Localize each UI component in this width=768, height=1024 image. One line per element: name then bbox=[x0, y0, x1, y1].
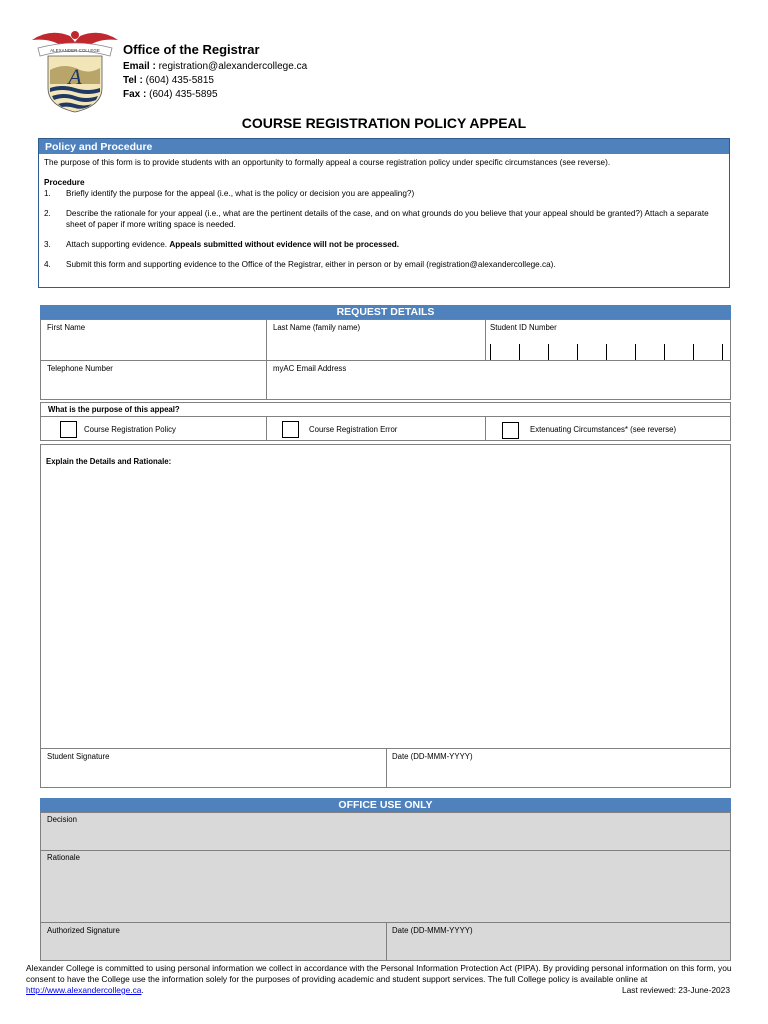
fax-label: Fax : bbox=[123, 89, 147, 100]
privacy-text: Alexander College is committed to using personal information we collect in accordance with the Personal Information Protection Act (PIPA). By providing personal information on this form, you consent to have the College use the information solely for the purposes of providing academic and student support services. The full College policy is available online at bbox=[26, 963, 732, 984]
privacy-footer bbox=[26, 963, 742, 996]
step-number: 1. bbox=[44, 189, 51, 198]
explanation-area[interactable] bbox=[40, 444, 731, 788]
procedure-title: Procedure bbox=[44, 178, 85, 187]
letterhead bbox=[30, 26, 730, 116]
document-title: COURSE REGISTRATION POLICY APPEAL bbox=[241, 115, 527, 131]
tel-value: (604) 435-5815 bbox=[145, 75, 214, 86]
purpose-question: What is the purpose of this appeal? bbox=[48, 405, 180, 414]
last-name-field[interactable]: Last Name (family name) bbox=[273, 323, 361, 332]
step-text: Submit this form and supporting evidence to the Office of the Registrar, either in person or by email (registration@alexandercollege.ca). bbox=[66, 260, 556, 269]
authorized-signature-field[interactable]: Authorized Signature bbox=[47, 926, 120, 935]
logo-banner-text: ALEXANDER COLLEGE bbox=[50, 48, 100, 53]
procedure-step bbox=[44, 259, 724, 270]
first-name-field[interactable]: First Name bbox=[47, 323, 86, 332]
procedure-step bbox=[44, 239, 724, 250]
policy-intro: The purpose of this form is to provide students with an opportunity to formally appeal a course registration policy under specific circumstances (see reverse). bbox=[44, 158, 611, 167]
policy-body bbox=[39, 154, 729, 282]
id-digit-divider bbox=[606, 344, 607, 360]
id-digit-divider bbox=[548, 344, 549, 360]
extenuating-circumstances-label: Extenuating Circumstances* (see reverse) bbox=[530, 425, 677, 434]
step-number: 4. bbox=[44, 260, 51, 269]
email-value: registration@alexandercollege.ca bbox=[158, 61, 308, 72]
email-line bbox=[123, 60, 307, 74]
college-crest-icon bbox=[30, 26, 120, 114]
course-registration-error-checkbox[interactable] bbox=[282, 421, 299, 438]
row-divider bbox=[40, 360, 731, 361]
id-digit-divider bbox=[664, 344, 665, 360]
decision-field[interactable]: Decision bbox=[47, 815, 77, 824]
id-digit-divider bbox=[490, 344, 491, 360]
explain-label: Explain the Details and Rationale: bbox=[46, 457, 172, 466]
step-text-wrap bbox=[66, 239, 399, 250]
step-number: 2. bbox=[44, 209, 51, 218]
office-date-field[interactable]: Date (DD-MMM-YYYY) bbox=[392, 926, 473, 935]
id-digit-divider bbox=[722, 344, 723, 360]
email-field[interactable]: myAC Email Address bbox=[273, 364, 347, 373]
step-text: Describe the rationale for your appeal (i.e., what are the pertinent details of the case, and on what grounds do you believe that your appeal should be granted?) Attach a separate sheet of paper if more writing space is needed. bbox=[66, 209, 709, 229]
office-use-heading: OFFICE USE ONLY bbox=[40, 798, 731, 812]
college-website-link[interactable]: http://www.alexandercollege.ca bbox=[26, 985, 142, 995]
policy-heading: Policy and Procedure bbox=[39, 139, 729, 154]
column-divider bbox=[266, 416, 267, 441]
logo-letter: A bbox=[68, 64, 82, 89]
student-id-field[interactable]: Student ID Number bbox=[490, 323, 557, 332]
step-text: Attach supporting evidence. bbox=[66, 240, 170, 249]
request-details-heading: REQUEST DETAILS bbox=[40, 305, 731, 319]
student-date-field[interactable]: Date (DD-MMM-YYYY) bbox=[392, 752, 473, 761]
column-divider bbox=[386, 922, 387, 961]
course-registration-policy-label: Course Registration Policy bbox=[84, 425, 176, 434]
privacy-text-end: . bbox=[141, 985, 144, 995]
row-divider bbox=[40, 850, 731, 851]
id-digit-divider bbox=[635, 344, 636, 360]
id-digit-divider bbox=[693, 344, 694, 360]
office-title: Office of the Registrar bbox=[123, 42, 260, 57]
column-divider bbox=[386, 748, 387, 788]
column-divider bbox=[485, 319, 486, 360]
tel-line bbox=[123, 74, 307, 88]
procedure-step bbox=[44, 188, 724, 199]
step-text: Briefly identify the purpose for the appeal (i.e., what is the policy or decision you are appealing?) bbox=[66, 189, 415, 198]
extenuating-circumstances-checkbox[interactable] bbox=[502, 422, 519, 439]
office-contact-block bbox=[123, 42, 307, 102]
policy-section bbox=[38, 138, 730, 288]
course-registration-policy-checkbox[interactable] bbox=[60, 421, 77, 438]
fax-line bbox=[123, 88, 307, 102]
column-divider bbox=[485, 416, 486, 441]
procedure-step bbox=[44, 208, 724, 230]
step-number: 3. bbox=[44, 240, 51, 249]
fax-value: (604) 435-5895 bbox=[149, 89, 218, 100]
telephone-field[interactable]: Telephone Number bbox=[47, 364, 113, 373]
email-label: Email : bbox=[123, 61, 156, 72]
student-signature-field[interactable]: Student Signature bbox=[47, 752, 110, 761]
id-digit-divider bbox=[577, 344, 578, 360]
id-digit-divider bbox=[519, 344, 520, 360]
course-registration-error-label: Course Registration Error bbox=[309, 425, 398, 434]
column-divider bbox=[266, 319, 267, 400]
row-divider bbox=[40, 416, 731, 417]
last-reviewed: Last reviewed: 23-June-2023 bbox=[621, 985, 730, 995]
office-rationale-field[interactable]: Rationale bbox=[47, 853, 80, 862]
step-text-bold: Appeals submitted without evidence will not be processed. bbox=[169, 240, 400, 249]
tel-label: Tel : bbox=[123, 75, 143, 86]
